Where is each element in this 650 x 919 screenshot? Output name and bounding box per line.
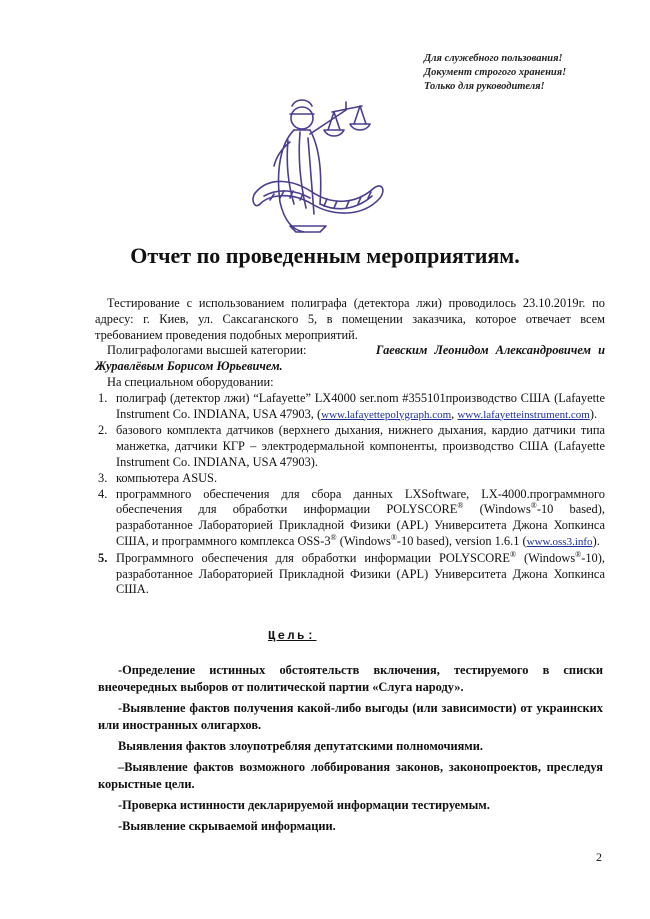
equipment-list (95, 391, 605, 598)
goal-item: -Выявление фактов получения какой-либо выгоды (или зависимости) от украинских или иностранных олигархов. (98, 701, 603, 732)
list-item (95, 551, 605, 598)
list-item-number: 3. (98, 470, 108, 485)
lafayette-instrument-link[interactable]: www.lafayetteinstrument.com (457, 408, 590, 421)
list-item-text: программного обеспечения для сбора данных LXSoftware, LX-4000.программного обеспечения для обработки информации POLYSCORE (116, 486, 605, 517)
list-item-text: -10 based), разработанное Лабораторией Прикладной Физики (APL) Университета Джона Хопкинса США, и программного комплекса OSS-3 (116, 502, 605, 548)
list-item-text: Программного обеспечения для обработки информации POLYSCORE (116, 550, 510, 565)
goals-section (98, 662, 603, 839)
list-item-tail: ). (592, 533, 600, 548)
page-title: Отчет по проведенным мероприятиям. (130, 243, 520, 268)
oss3-link[interactable]: www.oss3.info (526, 535, 593, 548)
list-item-number: 1. (98, 390, 108, 405)
registered-mark: ® (530, 501, 537, 511)
list-item (95, 391, 605, 424)
list-item (95, 487, 605, 551)
confidential-notice (424, 52, 566, 94)
registered-mark: ® (510, 549, 517, 559)
list-item-text: (Windows (463, 502, 531, 517)
polygraphers-label: Полиграфологами высшей категории: (107, 343, 307, 358)
goal-item: -Проверка истинности декларируемой информации тестируемым. (118, 798, 490, 812)
list-item-text: компьютера ASUS. (116, 470, 218, 485)
confidential-line: Документ строгого хранения! (424, 67, 567, 78)
list-item-text: (Windows (516, 550, 576, 565)
list-item-number: 5. (98, 550, 108, 565)
list-item-text: полиграф (детектор лжи) “Lafayette” LX4000 ser.nom #355101производство США (Lafayette Instrument Co. INDIANA, USA 47903, ( (116, 390, 605, 421)
goal-heading: Цель: (268, 629, 317, 643)
justice-themis-icon (250, 92, 390, 234)
report-body (95, 296, 605, 598)
polygrapher-name-2: Журавлёвым Борисом Юрьевичем. (95, 359, 283, 374)
list-item (95, 471, 605, 487)
goal-item: –Выявление фактов возможного лоббирования законов, законопроектов, преследуя корыстные цели. (98, 760, 603, 791)
lafayette-polygraph-link[interactable]: www.lafayettepolygraph.com (321, 408, 452, 421)
page-number: 2 (596, 850, 602, 864)
link-separator: , (451, 406, 458, 421)
registered-mark: ® (390, 532, 397, 542)
registered-mark: ® (457, 501, 464, 511)
confidential-line: Для служебного пользования! (424, 53, 563, 64)
testing-paragraph: Тестирование с использованием полиграфа (детектора лжи) проводилось 23.10.2019г. по адресу: г. Киев, ул. Саксаганского 5, в помещении заказчика, которое отвечает всем требованием проведения подобных мероприятий. (95, 296, 605, 342)
goal-item: Выявления фактов злоупотребляя депутатскими полномочиями. (118, 739, 483, 753)
list-item-number: 2. (98, 423, 108, 438)
goal-item: -Определение истинных обстоятельств включения, тестируемого в списки внеочередных выборов от политической партии «Слуга народу». (98, 663, 603, 694)
list-item-text: (Windows (336, 533, 391, 548)
list-item-text: -10 based), version 1.6.1 ( (396, 533, 527, 548)
registered-mark: ® (330, 532, 337, 542)
list-item (95, 423, 605, 470)
list-item-tail: ). (589, 406, 598, 421)
equipment-label: На специальном оборудовании: (107, 374, 274, 389)
list-item-text: -10), разработанное Лабораторией Прикладной Физики (APL) Университета Джона Хопкинса США. (116, 550, 605, 597)
list-item-number: 4. (98, 486, 108, 501)
goal-item: -Выявление скрываемой информации. (118, 819, 336, 833)
polygraphers-line (95, 343, 605, 359)
registered-mark: ® (575, 549, 582, 559)
polygrapher-name-1: Гаевским Леонидом Александровичем и (375, 343, 605, 358)
list-item-text: базового комплекта датчиков (верхнего дыхания, нижнего дыхания, кардио датчики типа манжетка, датчики КГР – электродермальной компоненты, производство США (Lafayette Instrument Co. INDIANA, USA 47903). (116, 423, 605, 469)
confidential-line: Только для руководителя! (424, 81, 545, 92)
